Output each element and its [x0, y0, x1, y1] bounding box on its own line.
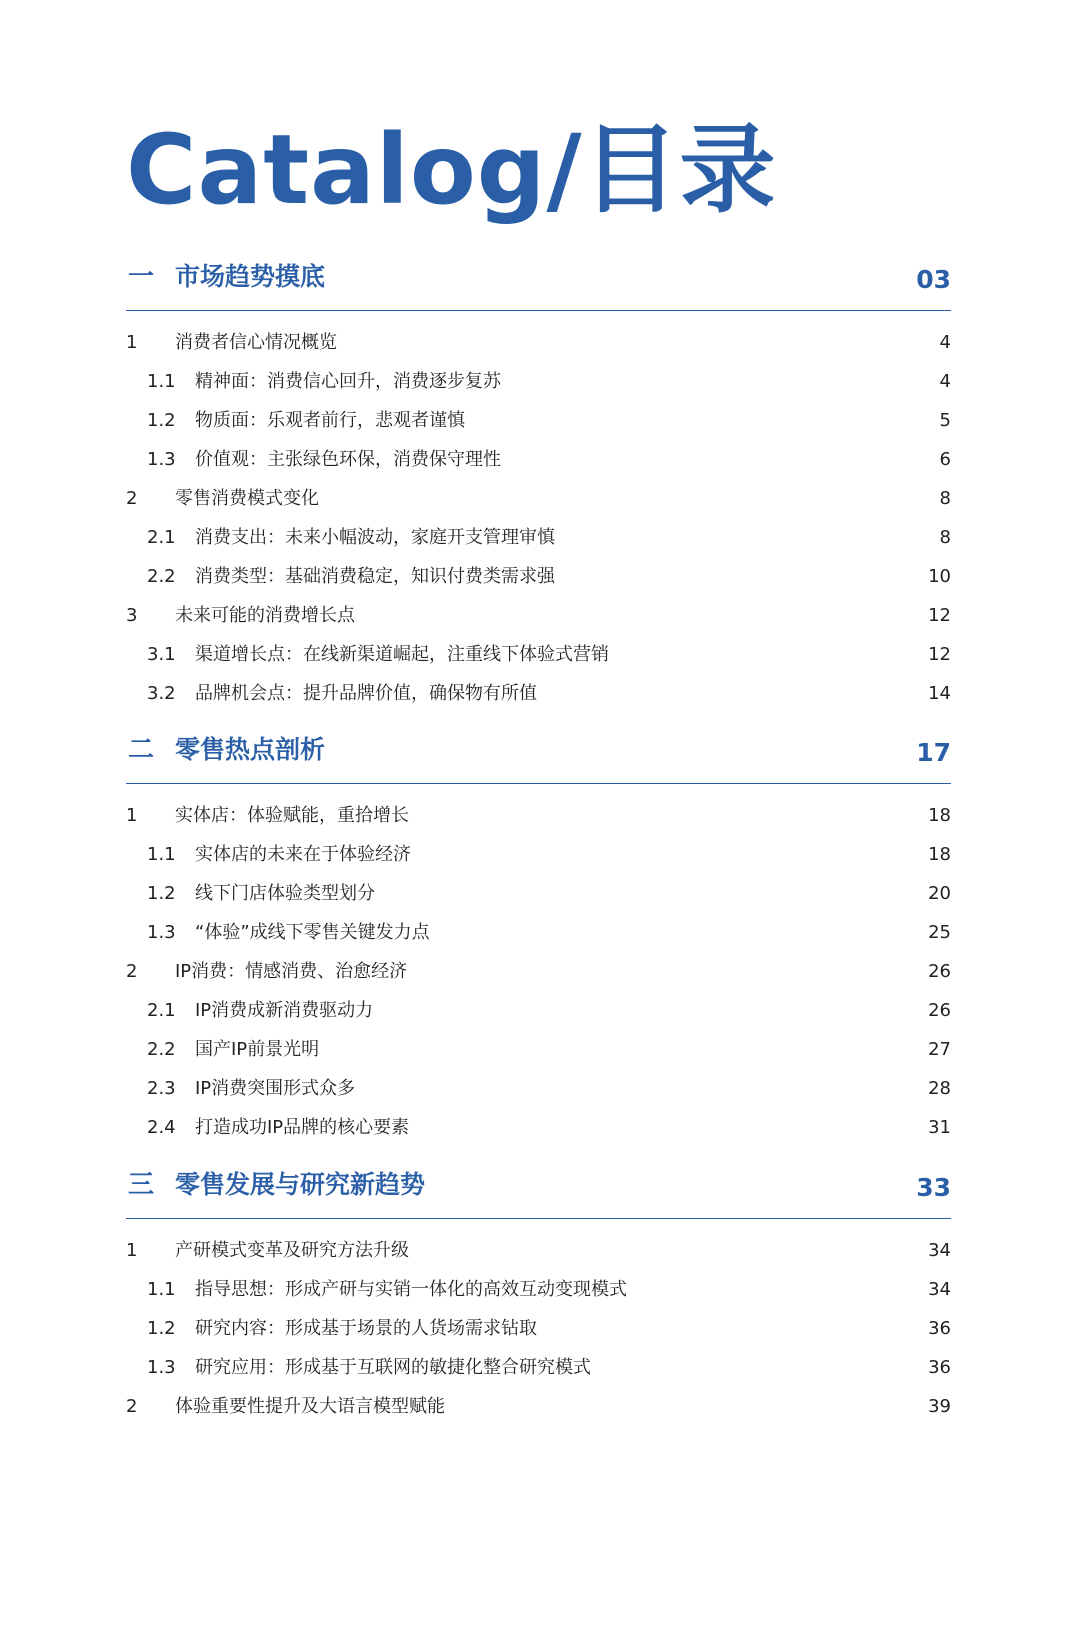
entry-page-number: 18	[928, 805, 951, 826]
toc-entry[interactable]	[126, 1387, 951, 1426]
entry-page-number: 34	[928, 1240, 951, 1261]
entry-page-number: 28	[928, 1078, 951, 1099]
toc-entry[interactable]	[126, 479, 951, 518]
toc-entry[interactable]	[126, 518, 951, 557]
entry-page-number: 12	[928, 605, 951, 626]
toc-section	[126, 1158, 951, 1426]
entry-title: 研究应用：形成基于互联网的敏捷化整合研究模式	[195, 1357, 591, 1378]
entry-title: 实体店：体验赋能，重拾增长	[175, 805, 409, 826]
entry-page-number: 26	[928, 1000, 951, 1021]
entry-title: 产研模式变革及研究方法升级	[175, 1240, 409, 1261]
section-page-number: 33	[916, 1173, 951, 1202]
entry-number: 2	[126, 1396, 138, 1417]
entry-page-number: 10	[928, 566, 951, 587]
entry-number: 1.2	[147, 1318, 176, 1339]
entry-page-number: 20	[928, 883, 951, 904]
toc-entry[interactable]	[126, 323, 951, 362]
entry-title: 价值观：主张绿色环保，消费保守理性	[195, 449, 501, 470]
toc-entry[interactable]	[126, 1270, 951, 1309]
entry-title: 消费支出：未来小幅波动，家庭开支管理审慎	[195, 527, 555, 548]
entry-page-number: 26	[928, 961, 951, 982]
entry-number: 1	[126, 332, 138, 353]
entry-page-number: 8	[939, 527, 951, 548]
entry-title: “体验”成线下零售关键发力点	[195, 922, 430, 943]
entry-title: 线下门店体验类型划分	[195, 883, 375, 904]
toc-entry[interactable]	[126, 635, 951, 674]
toc-entry[interactable]	[126, 1231, 951, 1270]
toc-section	[126, 250, 951, 713]
toc-entry[interactable]	[126, 913, 951, 952]
entry-title: 指导思想：形成产研与实销一体化的高效互动变现模式	[195, 1279, 627, 1300]
entry-page-number: 14	[928, 683, 951, 704]
entry-number: 2.1	[147, 1000, 176, 1021]
toc-section	[126, 723, 951, 1147]
entry-number: 1	[126, 805, 138, 826]
entry-number: 2.4	[147, 1117, 176, 1138]
toc-entry[interactable]	[126, 1348, 951, 1387]
entry-title: 体验重要性提升及大语言模型赋能	[175, 1396, 445, 1417]
entry-title: 研究内容：形成基于场景的人货场需求钻取	[195, 1318, 537, 1339]
entry-title: 精神面：消费信心回升，消费逐步复苏	[195, 371, 501, 392]
section-heading[interactable]	[126, 1158, 951, 1219]
section-number: 二	[128, 735, 155, 765]
entry-number: 1.3	[147, 449, 176, 470]
entry-title: 零售消费模式变化	[175, 488, 319, 509]
entry-page-number: 25	[928, 922, 951, 943]
toc-entry-list	[126, 1219, 951, 1426]
toc-entry[interactable]	[126, 557, 951, 596]
section-heading[interactable]	[126, 250, 951, 311]
entry-title: IP消费突围形式众多	[195, 1078, 356, 1099]
toc-entry-list	[126, 311, 951, 713]
toc-entry[interactable]	[126, 835, 951, 874]
entry-title: 品牌机会点：提升品牌价值，确保物有所值	[195, 683, 537, 704]
entry-number: 3.2	[147, 683, 176, 704]
entry-number: 1.2	[147, 883, 176, 904]
section-page-number: 03	[916, 265, 951, 294]
entry-number: 2.3	[147, 1078, 176, 1099]
toc-entry[interactable]	[126, 874, 951, 913]
entry-page-number: 27	[928, 1039, 951, 1060]
entry-title: 国产IP前景光明	[195, 1039, 320, 1060]
toc-entry[interactable]	[126, 1108, 951, 1147]
entry-number: 2.1	[147, 527, 176, 548]
entry-page-number: 4	[939, 332, 951, 353]
toc-entry[interactable]	[126, 596, 951, 635]
toc-entry[interactable]	[126, 952, 951, 991]
toc-entry[interactable]	[126, 440, 951, 479]
entry-page-number: 8	[939, 488, 951, 509]
section-title: 市场趋势摸底	[175, 262, 326, 291]
toc-entry[interactable]	[126, 991, 951, 1030]
entry-page-number: 34	[928, 1279, 951, 1300]
entry-number: 1.2	[147, 410, 176, 431]
entry-number: 2.2	[147, 1039, 176, 1060]
entry-title: IP消费：情感消费、治愈经济	[175, 961, 408, 982]
toc-entry[interactable]	[126, 1069, 951, 1108]
entry-page-number: 36	[928, 1318, 951, 1339]
entry-title: 消费者信心情况概览	[175, 332, 337, 353]
entry-page-number: 18	[928, 844, 951, 865]
entry-page-number: 6	[939, 449, 951, 470]
entry-title: 物质面：乐观者前行，悲观者谨慎	[195, 410, 465, 431]
section-page-number: 17	[916, 738, 951, 767]
entry-number: 1.3	[147, 1357, 176, 1378]
entry-number: 1.1	[147, 1279, 176, 1300]
entry-page-number: 39	[928, 1396, 951, 1417]
section-title: 零售发展与研究新趋势	[175, 1170, 426, 1199]
entry-number: 2	[126, 961, 138, 982]
toc-entry[interactable]	[126, 1309, 951, 1348]
entry-page-number: 31	[928, 1117, 951, 1138]
entry-number: 2	[126, 488, 138, 509]
toc-entry-list	[126, 784, 951, 1147]
entry-number: 1.3	[147, 922, 176, 943]
entry-page-number: 5	[939, 410, 951, 431]
entry-number: 2.2	[147, 566, 176, 587]
toc-entry[interactable]	[126, 1030, 951, 1069]
entry-page-number: 12	[928, 644, 951, 665]
section-number: 三	[128, 1170, 155, 1200]
entry-title: 实体店的未来在于体验经济	[195, 844, 411, 865]
entry-title: 渠道增长点：在线新渠道崛起，注重线下体验式营销	[195, 644, 609, 665]
entry-title: 消费类型：基础消费稳定，知识付费类需求强	[195, 566, 555, 587]
section-heading[interactable]	[126, 723, 951, 784]
section-title: 零售热点剖析	[175, 735, 326, 764]
entry-number: 1.1	[147, 844, 176, 865]
entry-number: 3.1	[147, 644, 176, 665]
toc-entry[interactable]	[126, 796, 951, 835]
section-number: 一	[128, 262, 155, 292]
toc-entry[interactable]	[126, 674, 951, 713]
toc-entry[interactable]	[126, 401, 951, 440]
entry-title: 打造成功IP品牌的核心要素	[195, 1117, 410, 1138]
entry-number: 1	[126, 1240, 138, 1261]
entry-number: 1.1	[147, 371, 176, 392]
entry-title: IP消费成新消费驱动力	[195, 1000, 374, 1021]
entry-page-number: 4	[939, 371, 951, 392]
page-title: Catalog/目录	[126, 114, 777, 226]
toc-entry[interactable]	[126, 362, 951, 401]
entry-page-number: 36	[928, 1357, 951, 1378]
entry-title: 未来可能的消费增长点	[175, 605, 355, 626]
entry-number: 3	[126, 605, 138, 626]
